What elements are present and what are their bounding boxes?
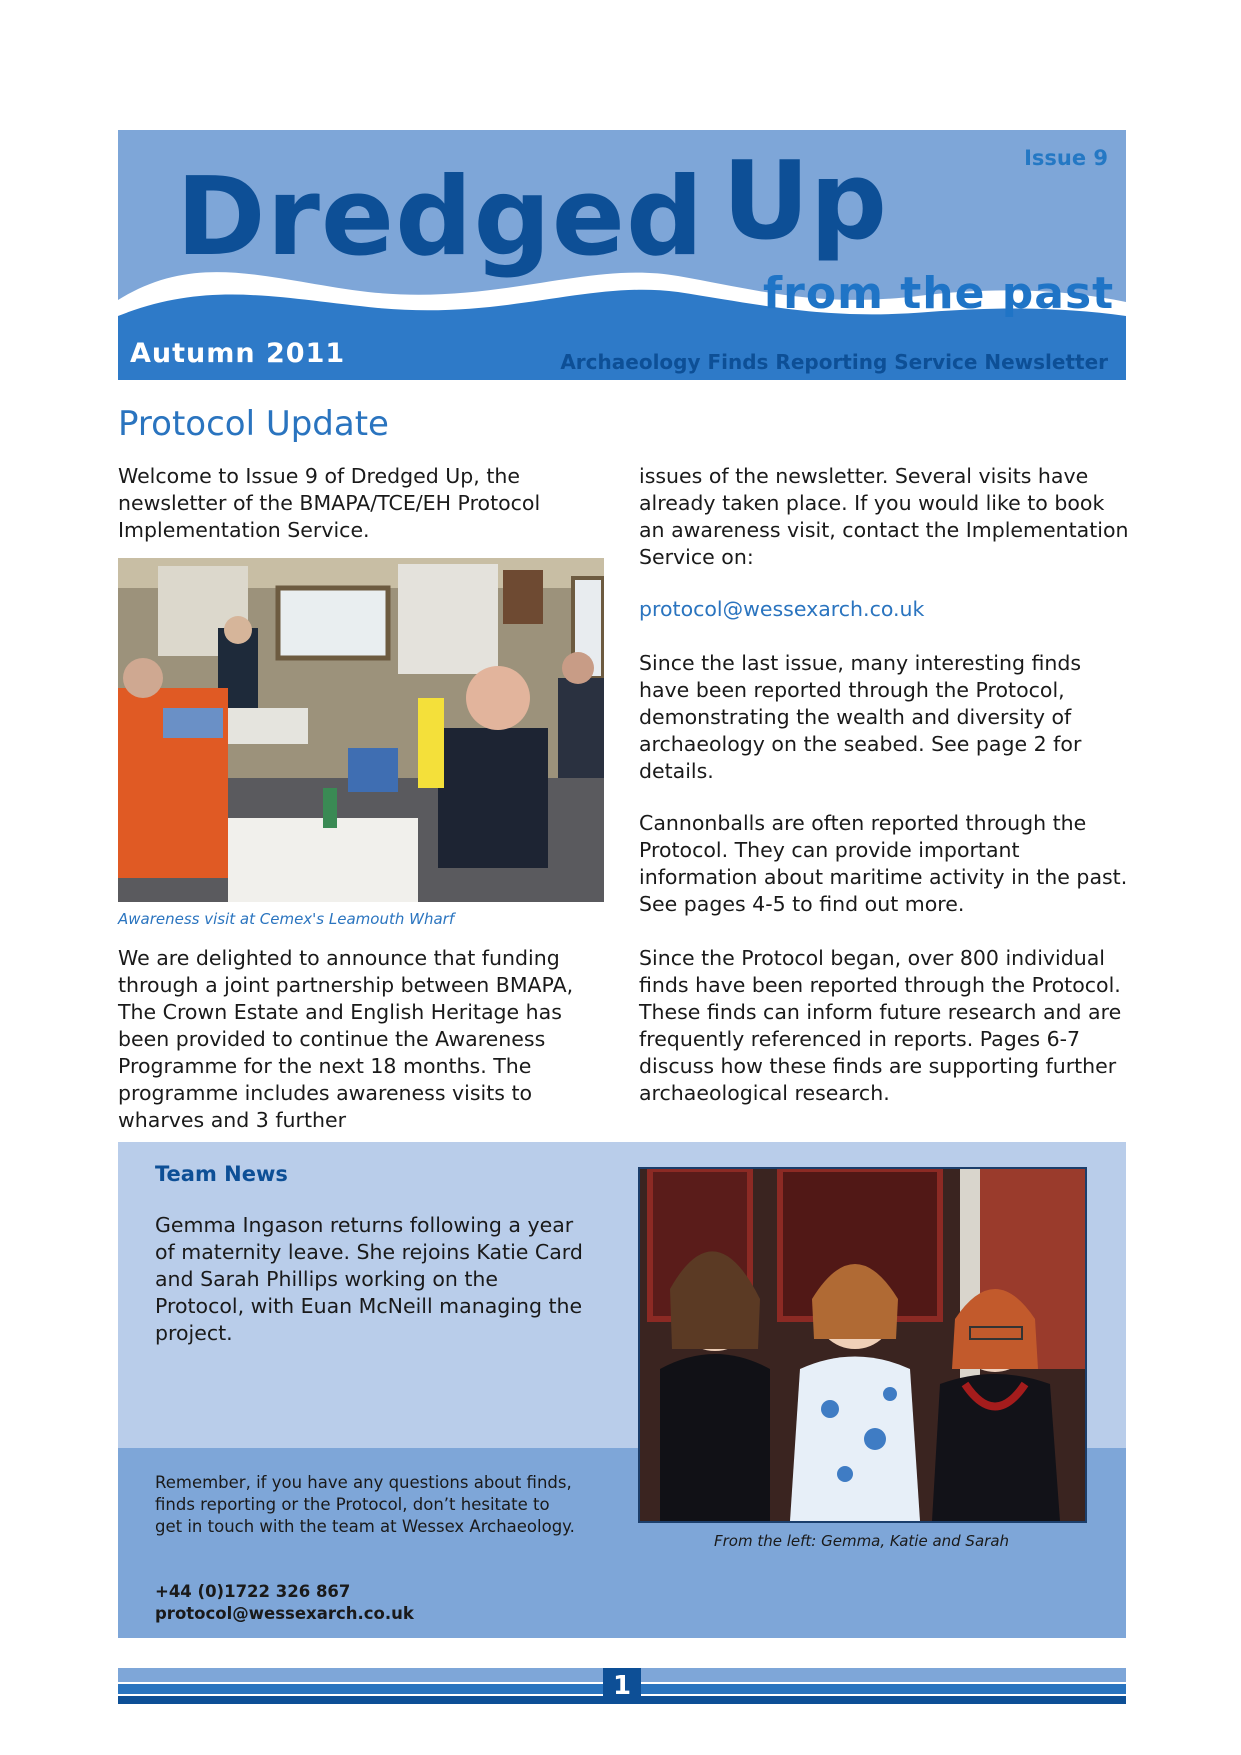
photo-caption-team: From the left: Gemma, Katie and Sarah — [713, 1532, 1010, 1550]
team-photo-illustration — [640, 1169, 1085, 1521]
issue-number: Issue 9 — [1024, 146, 1108, 170]
newsletter-title-up: Up — [722, 139, 888, 264]
intro-paragraph: Welcome to Issue 9 of Dredged Up, the newsletter of the BMAPA/TCE/EH Protocol Implementation Service. — [118, 464, 541, 542]
issue-season: Autumn 2011 — [130, 338, 346, 369]
photo-caption-awareness-visit: Awareness visit at Cemex's Leamouth Wharf — [118, 910, 455, 928]
cannonballs-paragraph: Cannonballs are often reported through the Protocol. They can provide important information about maritime activity in the past. See pages 4-5 to find out more. — [639, 811, 1128, 916]
contact-reminder: Remember, if you have any questions about finds, finds reporting or the Protocol, don’t hesitate to get in touch with the team at Wessex Archaeology. — [155, 1473, 575, 1536]
team-photo — [638, 1167, 1087, 1523]
team-news-text: Gemma Ingason returns following a year of maternity leave. She rejoins Katie Card and Sarah Phillips working on the Protocol, with Euan McNeill managing the project. — [155, 1213, 583, 1345]
research-paragraph: Since the Protocol began, over 800 individual finds have been reported through the Protocol. These finds can inform future research and are frequently referenced in reports. Pages 6-7 discuss how these finds are supporting further archaeological research. — [639, 946, 1122, 1105]
page-footer — [118, 1668, 1126, 1704]
page-number: 1 — [603, 1668, 641, 1704]
team-news-heading: Team News — [155, 1162, 288, 1186]
team-news-box — [118, 1142, 1126, 1638]
contact-phone: +44 (0)1722 326 867 — [155, 1582, 351, 1601]
awareness-visit-illustration — [118, 558, 604, 902]
newsletter-title: Dredged — [176, 155, 705, 280]
finds-paragraph: Since the last issue, many interesting finds have been reported through the Protocol, demonstrating the wealth and diversity of archaeology on the seabed. See page 2 for details. — [639, 651, 1082, 783]
awareness-visit-photo — [118, 558, 604, 902]
masthead — [118, 130, 1126, 380]
contact-email[interactable]: protocol@wessexarch.co.uk — [155, 1604, 414, 1623]
contact-email-link[interactable]: protocol@wessexarch.co.uk — [639, 597, 925, 621]
continued-paragraph: issues of the newsletter. Several visits have already taken place. If you would like to book an awareness visit, contact the Implementation Service on: — [639, 464, 1129, 569]
funding-paragraph: We are delighted to announce that funding through a joint partnership between BMAPA, The Crown Estate and English Heritage has been provided to continue the Awareness Programme for the next 18 months. The programme includes awareness visits to wharves and 3 further — [118, 946, 574, 1132]
article-headline: Protocol Update — [118, 404, 389, 444]
newsletter-subtitle: Archaeology Finds Reporting Service Newsletter — [560, 350, 1108, 374]
newsletter-tagline: from the past — [763, 268, 1115, 319]
